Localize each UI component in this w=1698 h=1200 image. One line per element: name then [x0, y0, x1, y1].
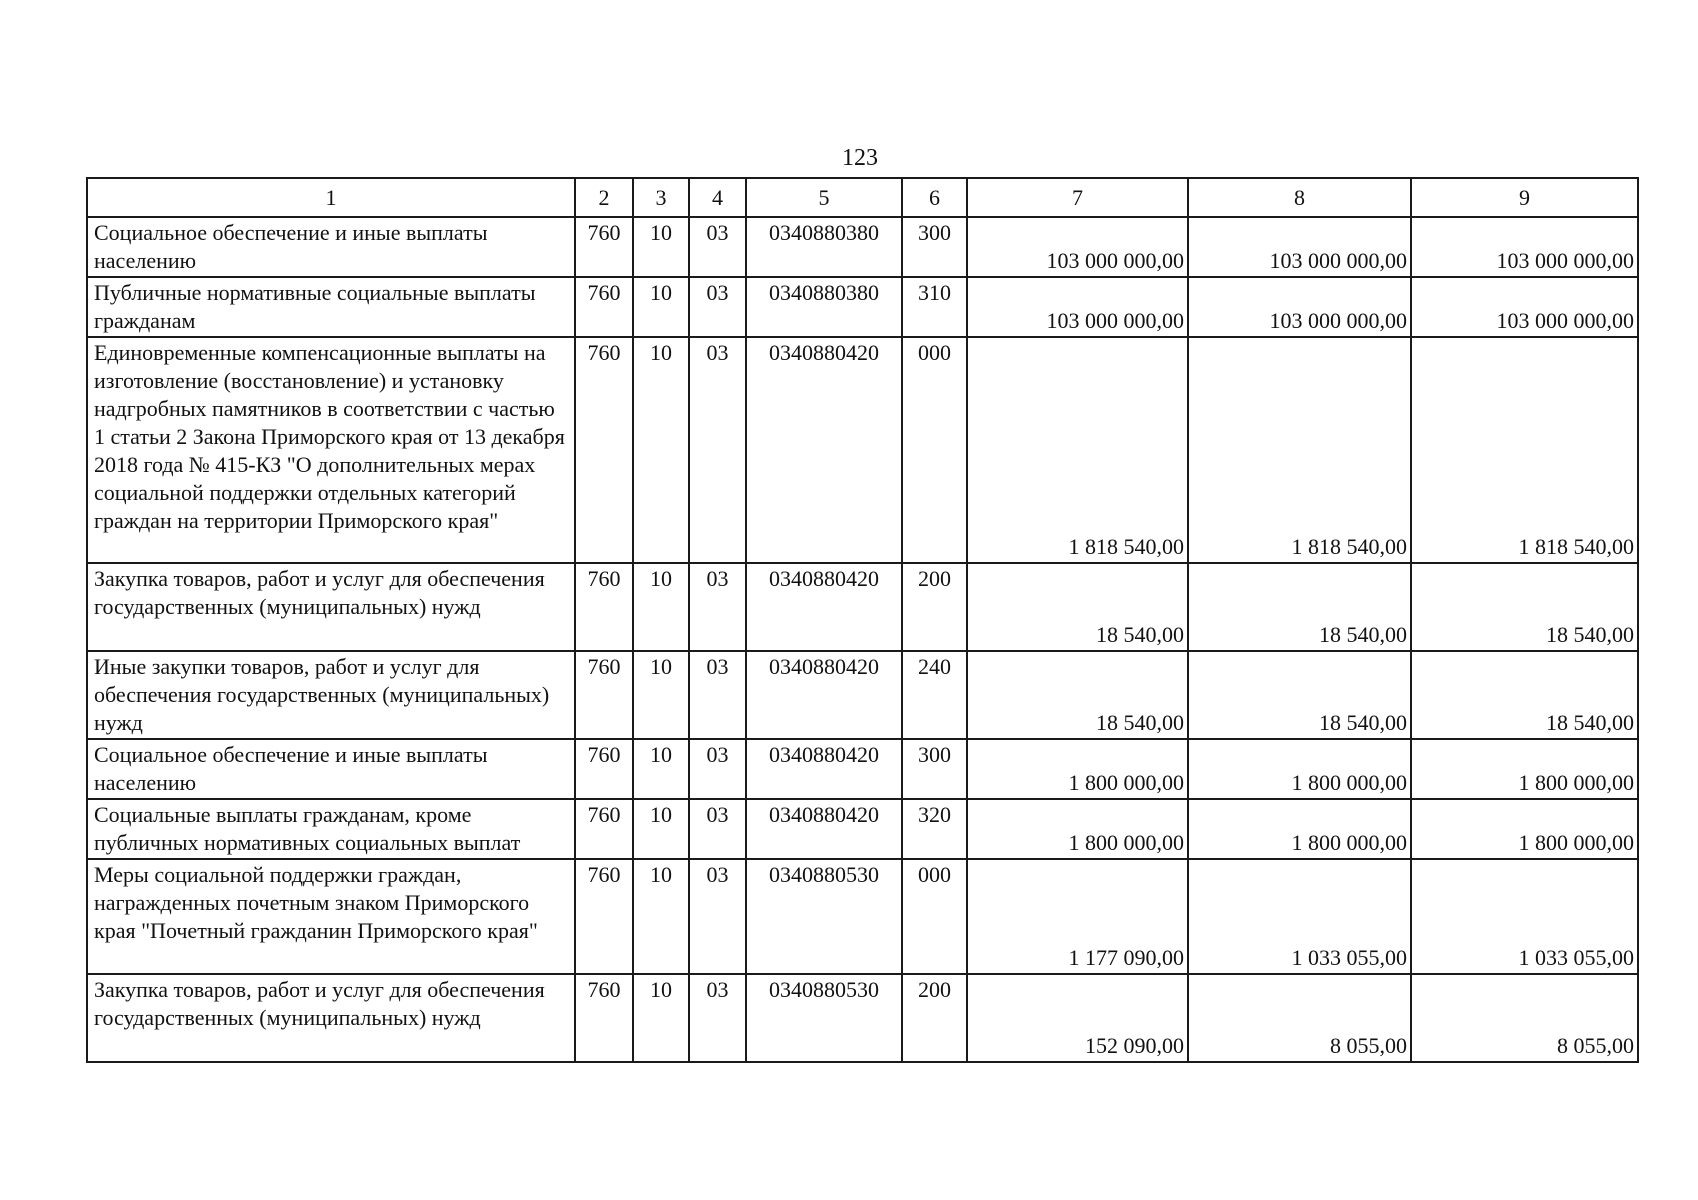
target-article-code: 0340880420 [746, 337, 902, 563]
item-name: Социальные выплаты гражданам, кроме публичных нормативных социальных выплат [87, 799, 575, 859]
amount-cell: 103 000 000,00 [1188, 217, 1411, 277]
column-header: 9 [1411, 178, 1638, 217]
expense-type-code: 000 [902, 859, 967, 974]
column-header: 6 [902, 178, 967, 217]
table-row [87, 217, 1638, 277]
ministry-code: 760 [575, 799, 633, 859]
item-name: Единовременные компенсационные выплаты на изготовление (восстановление) и установку надгробных памятников в соответствии с частью 1 статьи 2 Закона Приморского края от 13 декабря 2018 года № 415-КЗ "О дополнительных мерах социальной поддержки отдельных категорий граждан на территории Приморского края" [87, 337, 575, 563]
amount-cell: 1 818 540,00 [1188, 337, 1411, 563]
item-name: Публичные нормативные социальные выплаты гражданам [87, 277, 575, 337]
amount-cell: 1 800 000,00 [1188, 739, 1411, 799]
subsection-code: 03 [689, 739, 746, 799]
amount-cell: 103 000 000,00 [1411, 217, 1638, 277]
subsection-code: 03 [689, 277, 746, 337]
subsection-code: 03 [689, 859, 746, 974]
table-row [87, 651, 1638, 739]
ministry-code: 760 [575, 859, 633, 974]
item-name: Закупка товаров, работ и услуг для обеспечения государственных (муниципальных) нужд [87, 563, 575, 651]
subsection-code: 03 [689, 974, 746, 1062]
amount-cell: 103 000 000,00 [967, 277, 1188, 337]
section-code: 10 [633, 563, 689, 651]
expense-type-code: 320 [902, 799, 967, 859]
table-row [87, 799, 1638, 859]
target-article-code: 0340880380 [746, 217, 902, 277]
amount-cell: 18 540,00 [1188, 651, 1411, 739]
amount-cell: 1 800 000,00 [1188, 799, 1411, 859]
table-row [87, 974, 1638, 1062]
target-article-code: 0340880380 [746, 277, 902, 337]
amount-cell: 18 540,00 [1188, 563, 1411, 651]
table-row [87, 739, 1638, 799]
ministry-code: 760 [575, 217, 633, 277]
amount-cell: 103 000 000,00 [1188, 277, 1411, 337]
amount-cell: 18 540,00 [967, 563, 1188, 651]
ministry-code: 760 [575, 277, 633, 337]
amount-cell: 1 177 090,00 [967, 859, 1188, 974]
target-article-code: 0340880420 [746, 651, 902, 739]
column-header: 8 [1188, 178, 1411, 217]
subsection-code: 03 [689, 799, 746, 859]
item-name: Социальное обеспечение и иные выплаты населению [87, 217, 575, 277]
amount-cell: 18 540,00 [1411, 563, 1638, 651]
item-name: Меры социальной поддержки граждан, награжденных почетным знаком Приморского края "Почетный гражданин Приморского края" [87, 859, 575, 974]
amount-cell: 1 033 055,00 [1188, 859, 1411, 974]
item-name: Иные закупки товаров, работ и услуг для обеспечения государственных (муниципальных) нужд [87, 651, 575, 739]
budget-table [86, 177, 1639, 1063]
section-code: 10 [633, 277, 689, 337]
item-name: Социальное обеспечение и иные выплаты населению [87, 739, 575, 799]
section-code: 10 [633, 859, 689, 974]
amount-cell: 1 800 000,00 [1411, 739, 1638, 799]
amount-cell: 8 055,00 [1188, 974, 1411, 1062]
column-header: 1 [87, 178, 575, 217]
amount-cell: 1 800 000,00 [967, 799, 1188, 859]
amount-cell: 1 033 055,00 [1411, 859, 1638, 974]
subsection-code: 03 [689, 217, 746, 277]
section-code: 10 [633, 974, 689, 1062]
section-code: 10 [633, 739, 689, 799]
table-row [87, 277, 1638, 337]
section-code: 10 [633, 337, 689, 563]
expense-type-code: 240 [902, 651, 967, 739]
amount-cell: 18 540,00 [967, 651, 1188, 739]
expense-type-code: 300 [902, 739, 967, 799]
expense-type-code: 300 [902, 217, 967, 277]
item-name: Закупка товаров, работ и услуг для обеспечения государственных (муниципальных) нужд [87, 974, 575, 1062]
column-header: 2 [575, 178, 633, 217]
section-code: 10 [633, 217, 689, 277]
target-article-code: 0340880530 [746, 859, 902, 974]
target-article-code: 0340880420 [746, 799, 902, 859]
expense-type-code: 200 [902, 563, 967, 651]
amount-cell: 8 055,00 [1411, 974, 1638, 1062]
subsection-code: 03 [689, 651, 746, 739]
amount-cell: 1 800 000,00 [967, 739, 1188, 799]
ministry-code: 760 [575, 651, 633, 739]
amount-cell: 18 540,00 [1411, 651, 1638, 739]
amount-cell: 152 090,00 [967, 974, 1188, 1062]
header-row [87, 178, 1638, 217]
subsection-code: 03 [689, 563, 746, 651]
section-code: 10 [633, 799, 689, 859]
target-article-code: 0340880530 [746, 974, 902, 1062]
ministry-code: 760 [575, 974, 633, 1062]
expense-type-code: 000 [902, 337, 967, 563]
target-article-code: 0340880420 [746, 563, 902, 651]
amount-cell: 103 000 000,00 [1411, 277, 1638, 337]
column-header: 4 [689, 178, 746, 217]
amount-cell: 1 800 000,00 [1411, 799, 1638, 859]
expense-type-code: 310 [902, 277, 967, 337]
section-code: 10 [633, 651, 689, 739]
expense-type-code: 200 [902, 974, 967, 1062]
page-number: 123 [842, 145, 878, 171]
target-article-code: 0340880420 [746, 739, 902, 799]
column-header: 7 [967, 178, 1188, 217]
table-row [87, 859, 1638, 974]
ministry-code: 760 [575, 563, 633, 651]
table-row [87, 563, 1638, 651]
ministry-code: 760 [575, 739, 633, 799]
amount-cell: 103 000 000,00 [967, 217, 1188, 277]
ministry-code: 760 [575, 337, 633, 563]
table-row [87, 337, 1638, 563]
amount-cell: 1 818 540,00 [1411, 337, 1638, 563]
column-header: 3 [633, 178, 689, 217]
amount-cell: 1 818 540,00 [967, 337, 1188, 563]
subsection-code: 03 [689, 337, 746, 563]
column-header: 5 [746, 178, 902, 217]
